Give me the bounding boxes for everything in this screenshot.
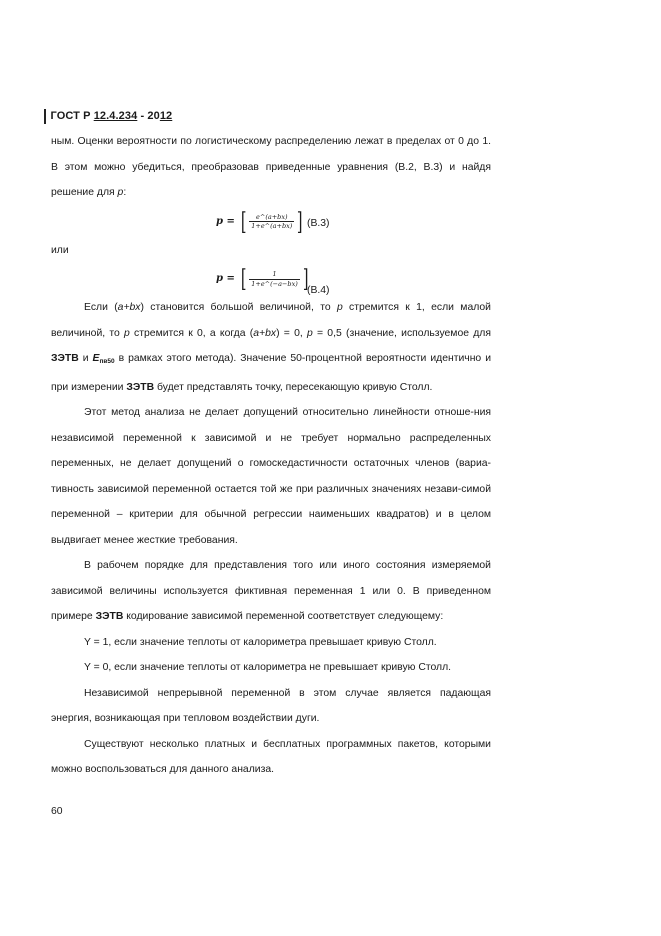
paragraph-logistic-estimates: ным. Оценки вероятности по логистическому распределению лежат в пределах от 0 до 1. В этом можно убедиться, преобразовав приведенные уравнения (В.2, В.3) и найдя решение для p:: [51, 136, 491, 198]
paragraph-method-assumptions: Этот метод анализа не делает допущений относительно линейности отноше-ния независимой переменной к зависимой и не требует нормально распределенных переменных, не делает допущений о гомоскедастичности остаточных членов (вариа-тивность зависимой переменной остается той же при различных значениях незави-симой переменной – критерии для обычной регрессии наименьших квадратов) и в целом выдвигает менее жесткие требования.: [51, 407, 491, 546]
standard-designation: [51, 110, 173, 122]
coding-rule-y1: Y = 1, если значение теплоты от калориметра превышает кривую Столл.: [84, 636, 437, 648]
formula-b4: [51, 263, 491, 295]
standard-year-part1: 20: [147, 110, 160, 122]
fraction: [249, 214, 294, 230]
paragraph-limits: Если (a+bx) становится большой величиной, то p стремится к 1, если малой величиной, то p стремится к 0, а когда (a+bx) = 0, p = 0,5 (значение, используемое для ЗЭТВ и $E_{пв50}$ в рамках этого метода). Значение 50-процентной вероятности идентично и при измерении ЗЭТВ будет представлять точку, пересекающую кривую Столл.: [51, 302, 491, 393]
fraction-denominator: 1+e^(a+bx): [251, 222, 293, 230]
fraction: [249, 271, 300, 287]
equation-number: (В.3): [307, 217, 330, 229]
formula-b3-expression: [216, 207, 305, 236]
left-bracket: [: [240, 207, 247, 236]
fraction-numerator: e^(a+bx): [256, 212, 288, 221]
coding-rule-y0: Y = 0, если значение теплоты от калориметра не превышает кривую Столл.: [84, 662, 452, 673]
document-body: [51, 129, 491, 783]
page-number: 60: [51, 806, 63, 817]
standard-prefix: ГОСТ Р: [50, 110, 91, 122]
right-bracket: ]: [302, 265, 309, 293]
paragraph-dummy-variable: В рабочем порядке для представления того или иного состояния измеряемой зависимой величины используется фиктивная переменная 1 или 0. В приведенном примере ЗЭТВ кодирование зависимой переменной соответствует следующему:: [51, 560, 491, 622]
formula-lhs: p =: [216, 215, 235, 227]
formula-b4-expression: [216, 267, 310, 291]
paragraph-software-packages: Существуют несколько платных и бесплатных программных пакетов, которыми можно воспользоваться для данного анализа.: [51, 738, 491, 775]
document-header: [44, 108, 172, 124]
formula-lhs: p =: [216, 273, 235, 284]
equation-number: (В.4): [307, 285, 330, 296]
right-bracket: ]: [297, 207, 303, 236]
header-margin-bar: [44, 109, 46, 124]
fraction-denominator: 1+e^(−a−bx): [251, 279, 298, 288]
standard-separator: -: [137, 110, 148, 122]
fraction-numerator: 1: [272, 270, 277, 278]
left-bracket: [: [240, 265, 247, 293]
standard-code: 12.4.234: [93, 110, 138, 122]
formula-b3: [51, 206, 491, 238]
standard-year-part2: 12: [159, 110, 173, 122]
or-text: или: [51, 244, 69, 256]
paragraph-independent-variable: Независимой непрерывной переменной в этом случае является падающая энергия, возникающая при тепловом воздействии дуги.: [51, 687, 491, 724]
